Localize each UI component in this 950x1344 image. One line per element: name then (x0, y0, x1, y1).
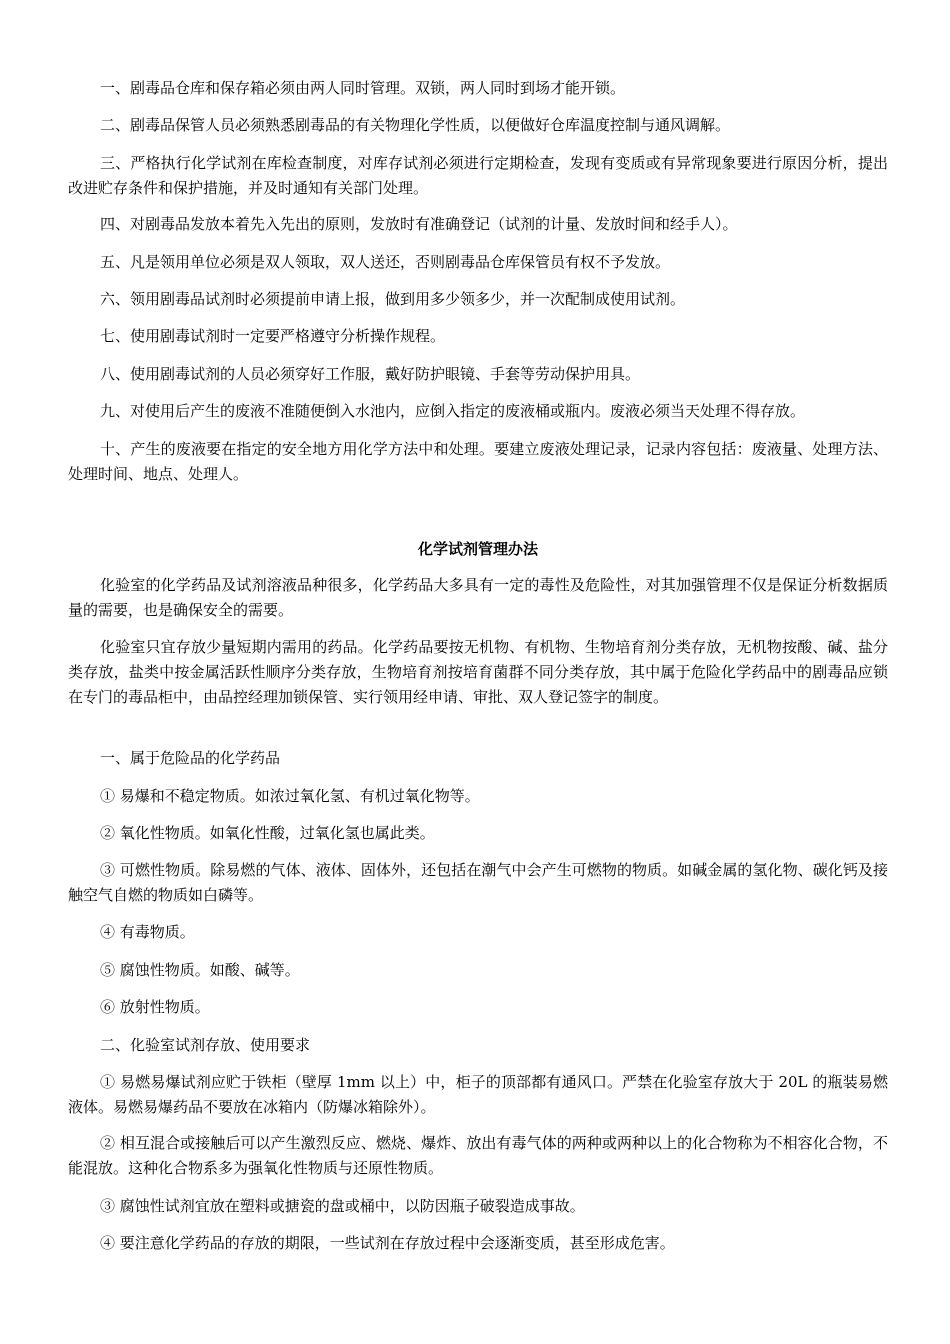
storage-heading: 二、化验室试剂存放、使用要求 (100, 1036, 311, 1054)
hazard-item-2: ② 氧化性物质。如氧化性酸，过氧化氢也属此类。 (100, 824, 435, 842)
rule-2: 二、剧毒品保管人员必须熟悉剧毒品的有关物理化学性质，以便做好仓库温度控制与通风调解。 (100, 116, 731, 134)
hazard-item-1: ① 易爆和不稳定物质。如浓过氧化氢、有机过氧化物等。 (100, 787, 480, 805)
rule-3: 三、严格执行化学试剂在库检查制度，对库存试剂必须进行定期检查，发现有变质或有异常现象要进行原因分析，提出改进贮存条件和保护措施，并及时通知有关部门处理。 (68, 154, 888, 197)
rule-8: 八、使用剧毒试剂的人员必须穿好工作服，戴好防护眼镜、手套等劳动保护用具。 (100, 365, 641, 383)
hazard-item-3: ③ 可燃性物质。除易燃的气体、液体、固体外，还包括在潮气中会产生可燃物的物质。如碱金属的氢化物、碳化钙及接触空气自燃的物质如白磷等。 (68, 861, 888, 904)
storage-item-4: ④ 要注意化学药品的存放的期限，一些试剂在存放过程中会逐渐变质，甚至形成危害。 (100, 1234, 675, 1252)
section-title: 化学试剂管理办法 (417, 540, 538, 558)
rule-10: 十、产生的废液要在指定的安全地方用化学方法中和处理。要建立废液处理记录，记录内容包括：废液量、处理方法、处理时间、地点、处理人。 (68, 440, 888, 483)
rule-9: 九、对使用后产生的废液不准随便倒入水池内，应倒入指定的废液桶或瓶内。废液必须当天处理不得存放。 (100, 402, 806, 420)
rule-7: 七、使用剧毒试剂时一定要严格遵守分析操作规程。 (100, 327, 446, 345)
hazard-item-6: ⑥ 放射性物质。 (100, 998, 210, 1016)
storage-item-3: ③ 腐蚀性试剂宜放在塑料或搪瓷的盘或桶中，以防因瓶子破裂造成事故。 (100, 1197, 585, 1215)
rule-6: 六、领用剧毒品试剂时必须提前申请上报，做到用多少领多少，并一次配制成使用试剂。 (100, 290, 686, 308)
intro-paragraph-2: 化验室只宜存放少量短期内需用的药品。化学药品要按无机物、有机物、生物培育剂分类存放，无机物按酸、碱、盐分类存放，盐类中按金属活跃性顺序分类存放，生物培育剂按培育菌群不同分类存放，其中属于危险化学药品中的剧毒品应锁在专门的毒品柜中，由品控经理加锁保管、实行领用经申请、审批、双人登记签字的制度。 (68, 638, 888, 706)
hazard-item-4: ④ 有毒物质。 (100, 923, 195, 941)
intro-paragraph-1: 化验室的化学药品及试剂溶液品种很多，化学药品大多具有一定的毒性及危险性，对其加强管理不仅是保证分析数据质量的需要，也是确保安全的需要。 (68, 576, 888, 619)
storage-item-1: ① 易燃易爆试剂应贮于铁柜（壁厚 1mm 以上）中，柜子的顶部都有通风口。严禁在化验室存放大于 20L 的瓶装易燃液体。易燃易爆药品不要放在冰箱内（防爆冰箱除外）。 (68, 1073, 888, 1116)
rule-5: 五、凡是领用单位必须是双人领取，双人送还，否则剧毒品仓库保管员有权不予发放。 (100, 253, 671, 271)
rule-4: 四、对剧毒品发放本着先入先出的原则，发放时有准确登记（试剂的计量、发放时间和经手人）。 (100, 215, 738, 233)
hazard-item-5: ⑤ 腐蚀性物质。如酸、碱等。 (100, 961, 300, 979)
rule-1: 一、剧毒品仓库和保存箱必须由两人同时管理。双锁，两人同时到场才能开锁。 (100, 79, 626, 97)
storage-item-2: ② 相互混合或接触后可以产生激烈反应、燃烧、爆炸、放出有毒气体的两种或两种以上的化合物称为不相容化合物，不能混放。这种化合物系多为强氧化性物质与还原性物质。 (68, 1134, 888, 1177)
hazard-heading: 一、属于危险品的化学药品 (100, 749, 281, 767)
